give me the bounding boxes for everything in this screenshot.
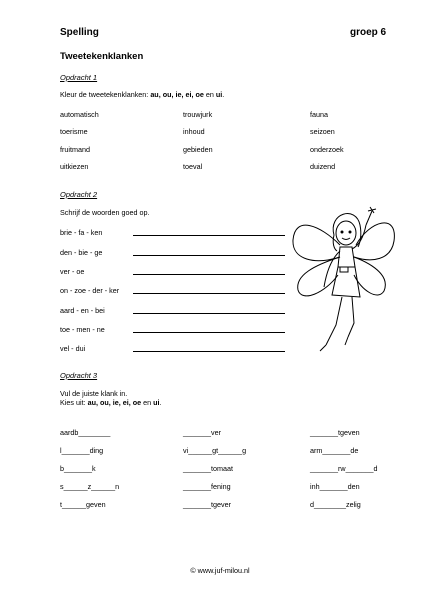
worksheet-subtitle: Tweetekenklanken xyxy=(60,51,144,62)
syllable-item: brie - fa - ken xyxy=(60,228,103,237)
answer-line[interactable] xyxy=(133,235,285,236)
fill-in-word[interactable]: vi______gt______g xyxy=(183,446,247,455)
syllable-item: toe - men - ne xyxy=(60,325,105,334)
opdracht2-title: Opdracht 2 xyxy=(60,190,98,199)
syllable-item: ver - oe xyxy=(60,267,85,276)
fill-in-word[interactable]: inh_______den xyxy=(310,482,360,491)
word-item: gebieden xyxy=(183,145,213,154)
word-item: onderzoek xyxy=(310,145,344,154)
fill-in-word[interactable]: t______geven xyxy=(60,500,106,509)
answer-line[interactable] xyxy=(133,293,285,294)
answer-line[interactable] xyxy=(133,274,285,275)
fill-in-word[interactable]: b_______k xyxy=(60,464,96,473)
fill-in-word[interactable]: l_______ding xyxy=(60,446,104,455)
word-item: inhoud xyxy=(183,127,205,136)
fill-in-word[interactable]: arm_______de xyxy=(310,446,359,455)
opdracht3-title: Opdracht 3 xyxy=(60,371,98,380)
fill-in-word[interactable]: _______tgeven xyxy=(310,428,360,437)
copyright-footer: © www.juf-milou.nl xyxy=(190,566,250,575)
syllable-item: vel - dui xyxy=(60,344,86,353)
word-item: toeval xyxy=(183,162,203,171)
answer-line[interactable] xyxy=(133,351,285,352)
opdracht1-title: Opdracht 1 xyxy=(60,73,98,82)
word-item: fruitmand xyxy=(60,145,90,154)
word-item: automatisch xyxy=(60,110,99,119)
syllable-item: aard - en - bei xyxy=(60,306,105,315)
fairy-illustration xyxy=(290,205,398,357)
fill-in-word[interactable]: _______ver xyxy=(183,428,221,437)
answer-line[interactable] xyxy=(133,255,285,256)
fill-in-word[interactable]: _______tgever xyxy=(183,500,231,509)
fill-in-word[interactable]: _______fening xyxy=(183,482,231,491)
word-item: fauna xyxy=(310,110,328,119)
opdracht2-instruction: Schrijf de woorden goed op. xyxy=(60,208,150,217)
grade-label: groep 6 xyxy=(350,27,387,38)
word-item: seizoen xyxy=(310,127,335,136)
answer-line[interactable] xyxy=(133,332,285,333)
fill-in-word[interactable]: d________zelig xyxy=(310,500,361,509)
syllable-item: den - bie - ge xyxy=(60,248,103,257)
word-item: duizend xyxy=(310,162,336,171)
opdracht3-instruction2: Kies uit: au, ou, ie, ei, oe en ui. xyxy=(60,398,162,407)
worksheet-title: Spelling xyxy=(60,27,99,38)
syllable-item: on - zoe - der - ker xyxy=(60,286,120,295)
fill-in-word[interactable]: _______tomaat xyxy=(183,464,233,473)
opdracht1-instruction: Kleur de tweetekenklanken: au, ou, ie, ei, oe en ui. xyxy=(60,90,225,99)
fill-in-word[interactable]: _______rw_______d xyxy=(310,464,378,473)
fill-in-word[interactable]: aardb________ xyxy=(60,428,111,437)
opdracht3-instruction1: Vul de juiste klank in. xyxy=(60,389,128,398)
word-item: toerisme xyxy=(60,127,88,136)
fill-in-word[interactable]: s______z______n xyxy=(60,482,120,491)
answer-line[interactable] xyxy=(133,313,285,314)
word-item: uitkiezen xyxy=(60,162,89,171)
word-item: trouwjurk xyxy=(183,110,213,119)
